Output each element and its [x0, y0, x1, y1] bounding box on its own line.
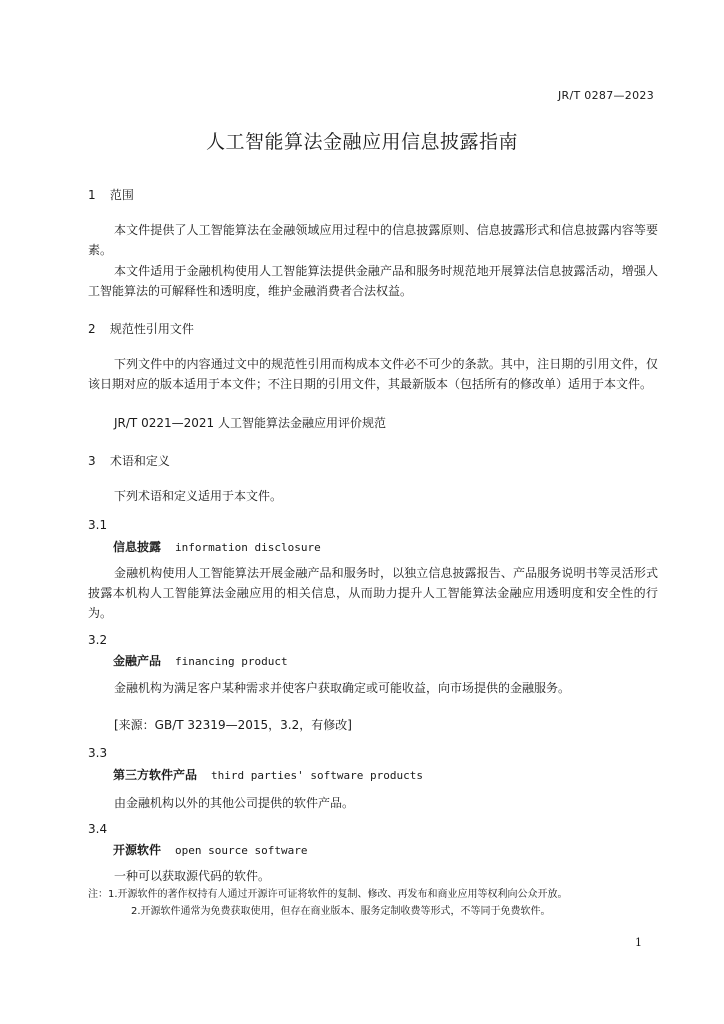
term-definition: 金融机构为满足客户某种需求并使客户获取确定或可能收益，向市场提供的金融服务。 — [114, 681, 571, 695]
term-entry — [113, 766, 423, 783]
scope-paragraph-2: 本文件适用于金融机构使用人工智能算法提供金融产品和服务时规范地开展算法信息披露活动，增强人工智能算法的可解释性和透明度，维护金融消费者合法权益。 — [88, 264, 658, 298]
document-title: 人工智能算法金融应用信息披露指南 — [205, 131, 518, 153]
scope-paragraph-1: 本文件提供了人工智能算法在金融领域应用过程中的信息披露原则、信息披露形式和信息披露内容等要素。 — [88, 223, 658, 257]
page-number: 1 — [635, 936, 642, 949]
section-number: 2 — [88, 322, 96, 336]
section-title: 术语和定义 — [109, 454, 170, 468]
term-definition: 由金融机构以外的其他公司提供的软件产品。 — [114, 796, 355, 810]
term-chinese: 第三方软件产品 — [113, 768, 198, 782]
term-entry — [113, 841, 307, 858]
reference-item: JR/T 0221—2021 人工智能算法金融应用评价规范 — [114, 416, 386, 430]
section-title: 范围 — [109, 188, 134, 202]
term-definition: 一种可以获取源代码的软件。 — [114, 869, 271, 883]
term-english: open source software — [175, 844, 308, 857]
term-chinese: 金融产品 — [113, 654, 162, 668]
term-note-1: 注：1.开源软件的著作权持有人通过开源许可证将软件的复制、修改、再发布和商业应用等权利向公众开放。 — [88, 889, 568, 900]
term-entry — [113, 652, 288, 669]
section-heading-scope — [88, 186, 134, 203]
standard-number: JR/T 0287—2023 — [558, 89, 654, 102]
references-paragraph: 下列文件中的内容通过文中的规范性引用而构成本文件必不可少的条款。其中，注日期的引用文件，仅该日期对应的版本适用于本文件；不注日期的引用文件，其最新版本（包括所有的修改单）适用于本文件。 — [88, 357, 658, 391]
term-source: [来源：GB/T 32319—2015，3.2，有修改] — [114, 718, 352, 732]
section-number: 3 — [88, 454, 96, 468]
section-heading-terms — [88, 452, 170, 469]
term-number: 3.2 — [88, 633, 108, 647]
term-english: information disclosure — [175, 541, 321, 554]
term-chinese: 开源软件 — [113, 843, 162, 857]
term-note-2: 2.开源软件通常为免费获取使用，但存在商业版本、服务定制收费等形式，不等同于免费软件。 — [131, 906, 551, 917]
terms-intro: 下列术语和定义适用于本文件。 — [114, 489, 283, 503]
term-entry — [113, 538, 321, 555]
section-number: 1 — [88, 188, 96, 202]
term-english: financing product — [175, 655, 288, 668]
term-chinese: 信息披露 — [113, 540, 162, 554]
term-number: 3.3 — [88, 746, 108, 760]
section-title: 规范性引用文件 — [109, 322, 194, 336]
term-number: 3.1 — [88, 518, 108, 532]
term-english: third parties' software products — [211, 769, 423, 782]
section-heading-normative-references — [88, 320, 194, 337]
term-definition: 金融机构使用人工智能算法开展金融产品和服务时，以独立信息披露报告、产品服务说明书等灵活形式披露本机构人工智能算法金融应用的相关信息，从而助力提升人工智能算法金融应用透明度和安全性的行为。 — [88, 566, 658, 620]
term-number: 3.4 — [88, 822, 108, 836]
